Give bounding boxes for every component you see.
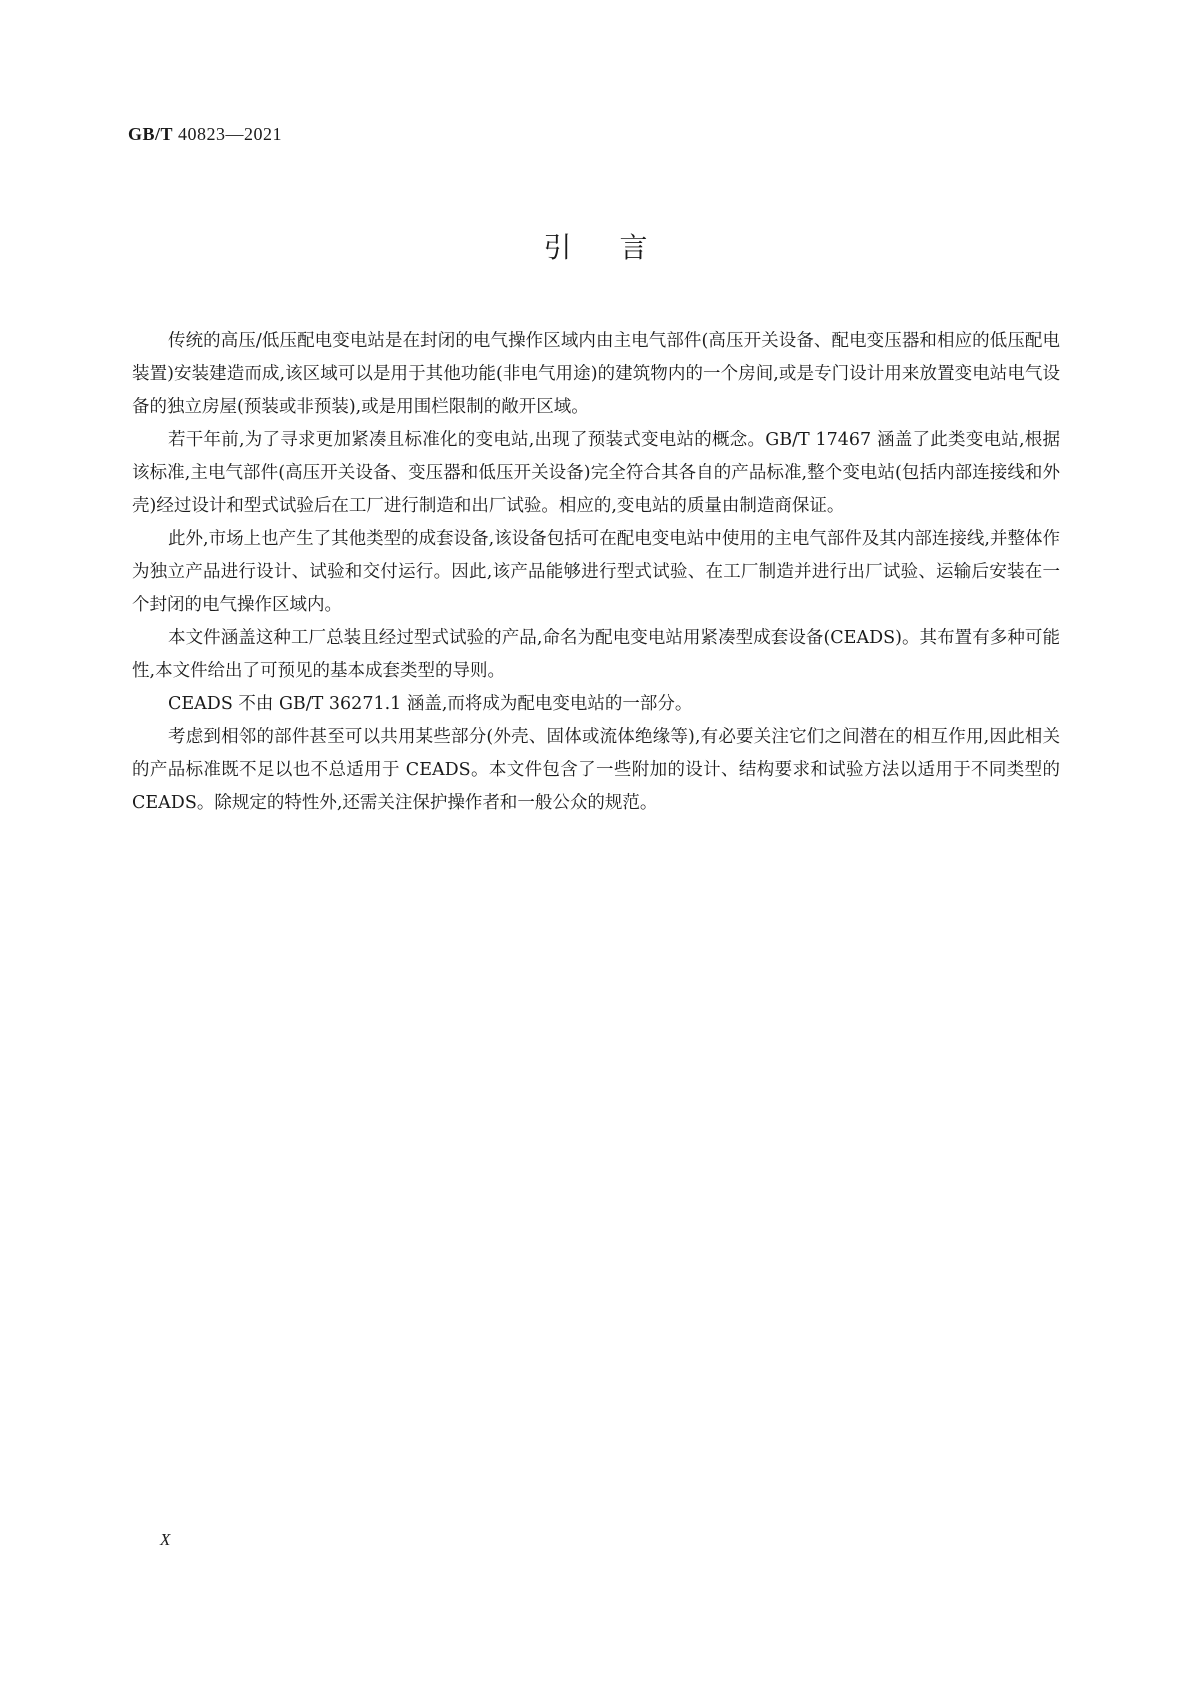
standard-number: 40823—2021 [178, 124, 283, 144]
paragraph-5: CEADS 不由 GB/T 36271.1 涵盖,而将成为配电变电站的一部分。 [168, 694, 693, 714]
standard-code-header [128, 124, 282, 145]
page-number: X [160, 1530, 171, 1549]
paragraph-1: 传统的高压/低压配电变电站是在封闭的电气操作区域内由主电气部件(高压开关设备、配电变压器和相应的低压配电装置)安装建造而成,该区域可以是用于其他功能(非电气用途)的建筑物内的一个房间,或是专门设计用来放置变电站电气设备的独立房屋(预装或非预装),或是用围栏限制的敞开区域。 [132, 331, 1060, 417]
paragraph-4: 本文件涵盖这种工厂总装且经过型式试验的产品,命名为配电变电站用紧凑型成套设备(CEADS)。其布置有多种可能性,本文件给出了可预见的基本成套类型的导则。 [132, 628, 1060, 681]
paragraph-2: 若干年前,为了寻求更加紧凑且标准化的变电站,出现了预装式变电站的概念。GB/T 17467 涵盖了此类变电站,根据该标准,主电气部件(高压开关设备、变压器和低压开关设备)完全符合其各自的产品标准,整个变电站(包括内部连接线和外壳)经过设计和型式试验后在工厂进行制造和出厂试验。相应的,变电站的质量由制造商保证。 [132, 430, 1060, 516]
standard-prefix: GB/T [128, 124, 174, 144]
body-text [132, 325, 1060, 820]
paragraph-6: 考虑到相邻的部件甚至可以共用某些部分(外壳、固体或流体绝缘等),有必要关注它们之间潜在的相互作用,因此相关的产品标准既不足以也不总适用于 CEADS。本文件包含了一些附加的设计、结构要求和试验方法以适用于不同类型的 CEADS。除规定的特性外,还需关注保护操作者和一般公众的规范。 [132, 727, 1060, 813]
paragraph-3: 此外,市场上也产生了其他类型的成套设备,该设备包括可在配电变电站中使用的主电气部件及其内部连接线,并整体作为独立产品进行设计、试验和交付运行。因此,该产品能够进行型式试验、在工厂制造并进行出厂试验、运输后安装在一个封闭的电气操作区域内。 [132, 529, 1060, 615]
page-title: 引言 [543, 231, 696, 264]
